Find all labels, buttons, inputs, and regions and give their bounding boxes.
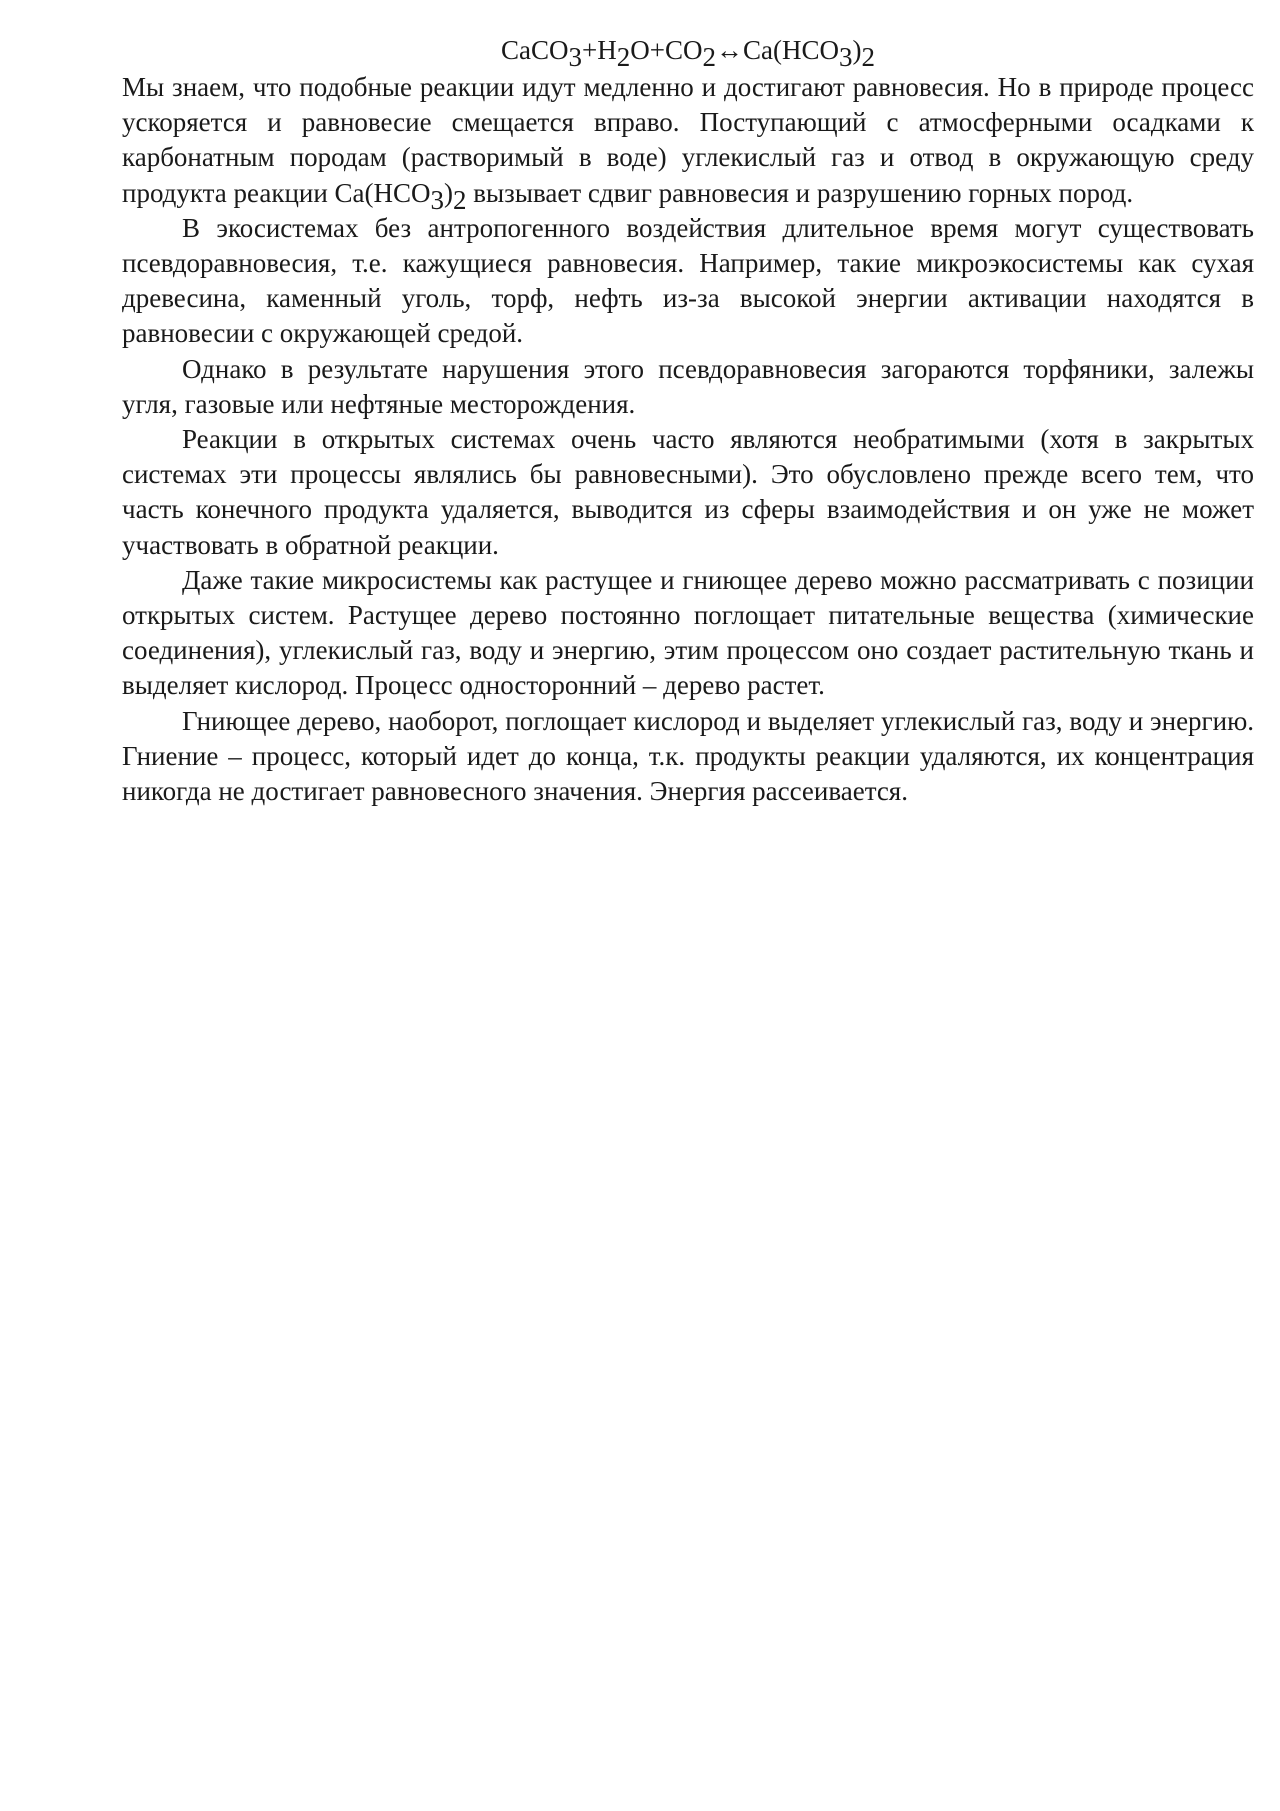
equation-part: CaCO: [501, 35, 569, 65]
equation-part: ↔Ca(HCO: [715, 35, 839, 65]
paragraph-text: вызывает сдвиг равновесия и разрушению горных пород.: [466, 177, 1134, 208]
paragraph-equilibrium-shift: [122, 70, 1254, 215]
equation-subscript: 2: [861, 42, 875, 72]
equation-subscript: 3: [838, 42, 853, 72]
equation-subscript: 3: [568, 42, 583, 72]
paragraph-growing-tree: Даже такие микросистемы как растущее и гниющее дерево можно рассматривать с позиции открытых систем. Растущее дерево постоянно поглощает питательные вещества (химические соединения), углекислый газ, воду и энергию, этим процессом оно создает растительную ткань и выделяет кислород. Процесс односторонний – дерево растет.: [122, 564, 1254, 701]
paragraph-subscript: 3: [430, 184, 445, 215]
paragraph-text: ): [444, 177, 454, 208]
equation-part: +H: [582, 35, 617, 65]
equation-part: ): [852, 35, 862, 65]
paragraph-text: Мы знаем, что подобные реакции идут медленно и достигают равновесия. Но в природе процесс ускоряется и равновесие смещается вправо. Поступающий с атмосферными осадками к карбонатным породам (растворимый в воде) углекислый газ и отвод в окружающую среду продукта реакции Ca(HCO: [122, 72, 1254, 208]
paragraph-subscript: 2: [453, 184, 467, 215]
paragraph-pseudo-equilibrium: В экосистемах без антропогенного воздействия длительное время могут существовать псевдоравновесия, т.е. кажущиеся равновесия. Например, такие микроэкосистемы как сухая древесина, каменный уголь, торф, нефть из-за высокой энергии активации находятся в равновесии с окружающей средой.: [122, 212, 1254, 349]
document-body: [122, 30, 1254, 809]
equation-subscript: 2: [616, 42, 631, 72]
paragraph-decaying-tree: Гниющее дерево, наоборот, поглощает кислород и выделяет углекислый газ, воду и энергию. Гниение – процесс, который идет до конца, т.к. продукты реакции удаляются, их концентрация никогда не достигает равновесного значения. Энергия рассеивается.: [122, 705, 1254, 807]
equation-part: O+CO: [630, 35, 703, 65]
paragraph-open-systems: Реакции в открытых системах очень часто являются необратимыми (хотя в закрытых системах эти процессы являлись бы равновесными). Это обусловлено прежде всего тем, что часть конечного продукта удаляется, выводится из сферы взаимодействия и он уже не может участвовать в обратной реакции.: [122, 424, 1254, 560]
paragraph-ignition: Однако в результате нарушения этого псевдоравновесия загораются торфяники, залежы угля, газовые или нефтяные месторождения.: [122, 353, 1254, 419]
chemical-equation: [122, 30, 1254, 70]
equation-subscript: 2: [702, 42, 716, 72]
